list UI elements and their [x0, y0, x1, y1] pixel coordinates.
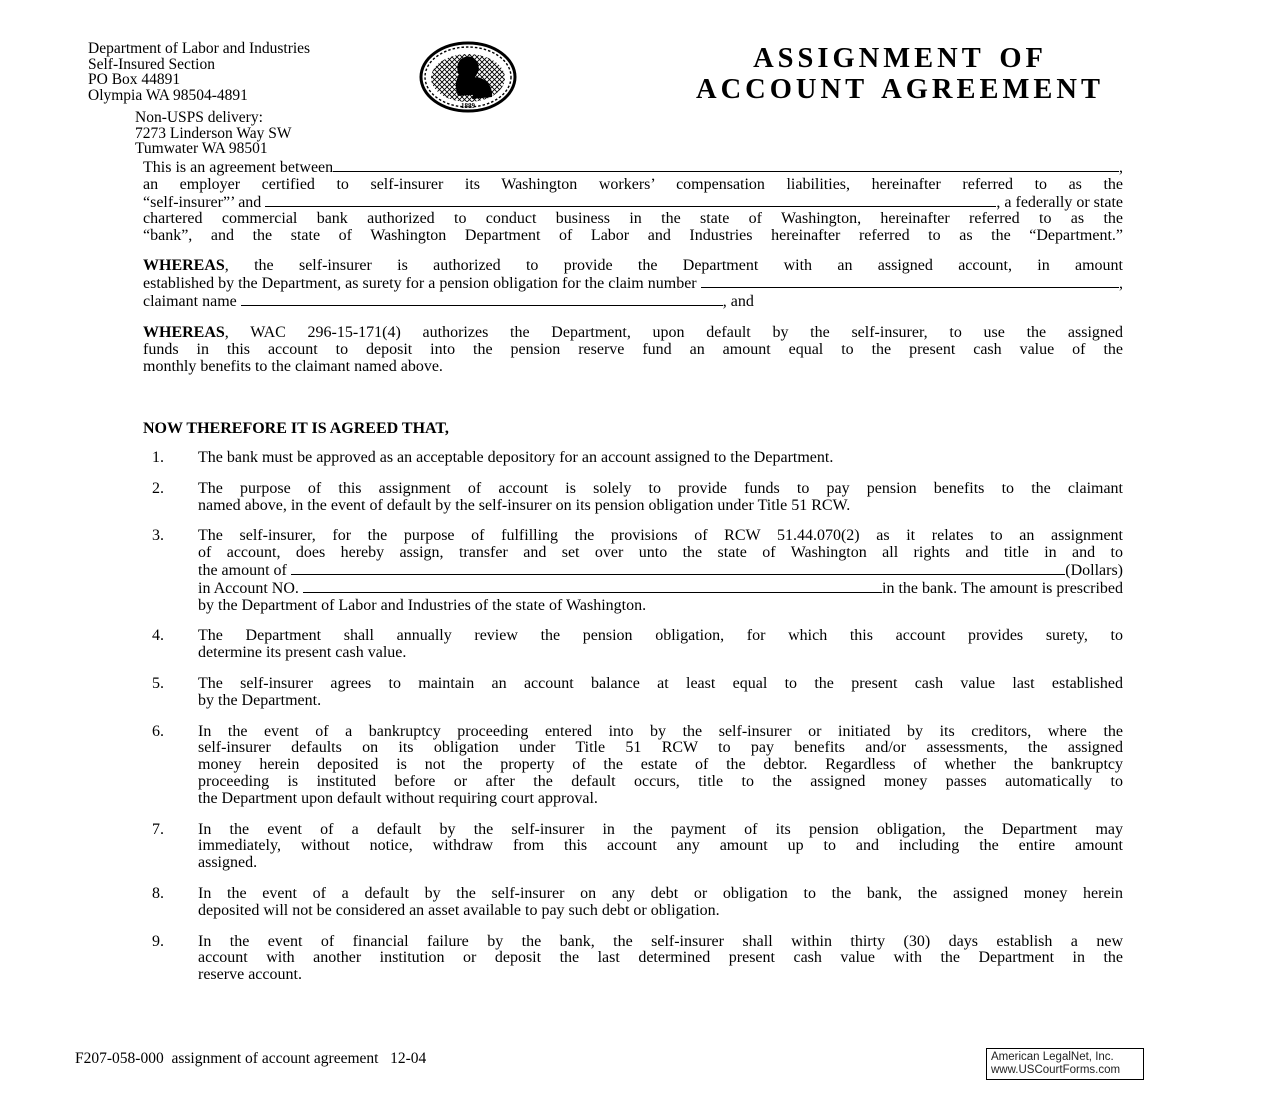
list-item-7 — [143, 822, 1123, 872]
list-item-1 — [143, 450, 1123, 467]
item7-line: immediately, without notice, withdraw from this account any amount up to and including the entire amount — [198, 837, 1123, 855]
item-number: 2. — [152, 479, 164, 497]
whereas2-line-1 — [143, 325, 1123, 342]
item6-line: money herein deposited is not the property of the estate of the debtor. Regardless of whether the bankruptcy — [198, 756, 1123, 774]
agency-line: PO Box 44891 — [88, 71, 181, 88]
agency-address-block — [88, 41, 310, 103]
intro-line-5: “bank”, and the state of Washington Department of Labor and Industries hereinafter referred to as the “Department.” — [143, 227, 1123, 245]
item7-line: In the event of a default by the self-insurer in the payment of its pension obligation, the Department may — [198, 820, 1123, 838]
agency-line: Department of Labor and Industries — [88, 40, 311, 57]
intro-line-1 — [143, 159, 1123, 177]
item-number: 5. — [152, 674, 164, 692]
intro-text: , — [1119, 159, 1123, 176]
item5-line: by the Department. — [198, 691, 322, 709]
blank-account-number — [303, 580, 882, 593]
blank-employer-name — [333, 159, 1119, 172]
list-item-6 — [143, 724, 1123, 808]
item2-line: named above, in the event of default by the self-insurer on its pension obligation under Title 51 RCW. — [198, 496, 851, 514]
item8-line: deposited will not be considered an asset available to pay such debt or obligation. — [198, 901, 720, 919]
whereas1-line-1 — [143, 258, 1123, 275]
whereas2-text: , WAC 296-15-171(4) authorizes the Department, upon default by the self-insurer, to use the assigned — [224, 324, 1123, 341]
list-item-2 — [143, 481, 1123, 515]
whereas-lead: WHEREAS — [143, 257, 225, 274]
whereas1-text: , — [1119, 274, 1123, 292]
item3-line-amount — [198, 562, 1123, 580]
legalnet-url: www.USCourtForms.com — [991, 1064, 1121, 1076]
intro-line-3 — [143, 194, 1123, 212]
item3-text: in the bank. The amount is prescribed — [882, 579, 1123, 597]
item5-line: The self-insurer agrees to maintain an account balance at least equal to the present cash value last established — [198, 674, 1123, 692]
agreement-heading: NOW THEREFORE IT IS AGREED THAT, — [143, 420, 449, 437]
agency-line: Self-Insured Section — [88, 55, 215, 73]
blank-claimant-name — [241, 293, 723, 306]
blank-claim-number — [701, 275, 1119, 288]
whereas1-line-3 — [143, 293, 1123, 311]
item3-line: of account, does hereby assign, transfer and set over unto the state of Washington all rights and title in and to — [198, 544, 1123, 562]
item4-line: The Department shall annually review the pension obligation, for which this account provides surety, to — [198, 627, 1123, 645]
whereas1-text: claimant name — [143, 292, 237, 310]
delivery-line: 7273 Linderson Way SW — [135, 124, 292, 142]
whereas2-line-3: monthly benefits to the claimant named above. — [143, 357, 443, 375]
item1-line: The bank must be approved as an acceptable depository for an account assigned to the Department. — [198, 449, 834, 466]
item-number: 8. — [152, 884, 164, 902]
item9-line: reserve account. — [198, 966, 302, 984]
whereas-lead: WHEREAS — [143, 324, 225, 341]
agreement-items — [143, 450, 1123, 998]
whereas1-text: , and — [722, 292, 754, 310]
list-item-3 — [143, 528, 1123, 614]
whereas-paragraph-2 — [143, 325, 1123, 375]
delivery-address-block — [135, 110, 291, 157]
item-number: 1. — [152, 449, 164, 466]
agency-line: Olympia WA 98504-4891 — [88, 86, 248, 104]
item-number: 4. — [152, 627, 164, 645]
item6-line: self-insurer defaults on its obligation under Title 51 RCW to pay benefits and/or assessments, the assigned — [198, 739, 1123, 757]
legalnet-stamp — [986, 1048, 1144, 1080]
whereas-paragraph-1 — [143, 258, 1123, 310]
intro-text: “self-insurer”’ and — [143, 193, 262, 211]
item4-line: determine its present cash value. — [198, 644, 407, 662]
list-item-8 — [143, 886, 1123, 920]
whereas2-line-2: funds in this account to deposit into the pension reserve fund an amount equal to the present cash value of the — [143, 340, 1123, 358]
item-number: 6. — [152, 722, 164, 740]
whereas1-line-2 — [143, 275, 1123, 293]
page-title-line-1: ASSIGNMENT OF — [753, 43, 1047, 74]
intro-line-2: an employer certified to self-insurer its Washington workers’ compensation liabilities, hereinafter referred to as the — [143, 175, 1123, 193]
item3-line: The self-insurer, for the purpose of fulfilling the provisions of RCW 51.44.070(2) as it relates to an assignment — [198, 527, 1123, 545]
item9-line: In the event of financial failure by the bank, the self-insurer shall within thirty (30) days establish a new — [198, 932, 1123, 950]
item2-line: The purpose of this assignment of account is solely to provide funds to pay pension benefits to the claimant — [198, 479, 1123, 497]
legalnet-company: American LegalNet, Inc. — [991, 1051, 1114, 1063]
intro-line-4: chartered commercial bank authorized to conduct business in the state of Washington, hereinafter referred to as the — [143, 210, 1123, 228]
item8-line: In the event of a default by the self-insurer on any debt or obligation to the bank, the assigned money herein — [198, 884, 1123, 902]
item3-text: (Dollars) — [1065, 561, 1123, 579]
whereas1-text: established by the Department, as surety for a pension obligation for the claim number — [143, 274, 697, 292]
intro-text: , a federally or state — [996, 193, 1123, 211]
item-number: 9. — [152, 932, 164, 950]
list-item-9 — [143, 934, 1123, 984]
delivery-line: Non-USPS delivery: — [135, 109, 263, 126]
list-item-4 — [143, 628, 1123, 662]
page-title — [655, 43, 1145, 105]
item-number: 3. — [152, 527, 164, 545]
page-title-line-2: ACCOUNT AGREEMENT — [696, 74, 1104, 105]
delivery-line: Tumwater WA 98501 — [135, 140, 268, 157]
form-number-footer: F207-058-000 assignment of account agreement 12-04 — [75, 1050, 427, 1067]
item3-line-account — [198, 580, 1123, 598]
item7-line: assigned. — [198, 854, 258, 872]
item6-line: the Department upon default without requiring court approval. — [198, 789, 598, 807]
item3-line: by the Department of Labor and Industries of the state of Washington. — [198, 596, 647, 614]
intro-text: This is an agreement between — [143, 159, 334, 176]
blank-bank-name — [265, 194, 996, 207]
item9-line: account with another institution or deposit the last determined present cash value with the Department in the — [198, 949, 1123, 967]
list-item-5 — [143, 676, 1123, 710]
intro-paragraph — [143, 159, 1123, 245]
washington-state-seal-icon — [417, 37, 519, 124]
seal-year: 1889 — [461, 102, 475, 110]
item6-line: In the event of a bankruptcy proceeding entered into by the self-insurer or initiated by its creditors, where the — [198, 722, 1123, 740]
blank-amount-dollars — [291, 562, 1065, 575]
whereas1-text: , the self-insurer is authorized to provide the Department with an assigned account, in amount — [224, 257, 1123, 274]
item3-text: in Account NO. — [198, 579, 299, 597]
item6-line: proceeding is instituted before or after the default occurs, title to the assigned money passes automatically to — [198, 772, 1123, 790]
item-number: 7. — [152, 820, 164, 838]
item3-text: the amount of — [198, 561, 287, 579]
